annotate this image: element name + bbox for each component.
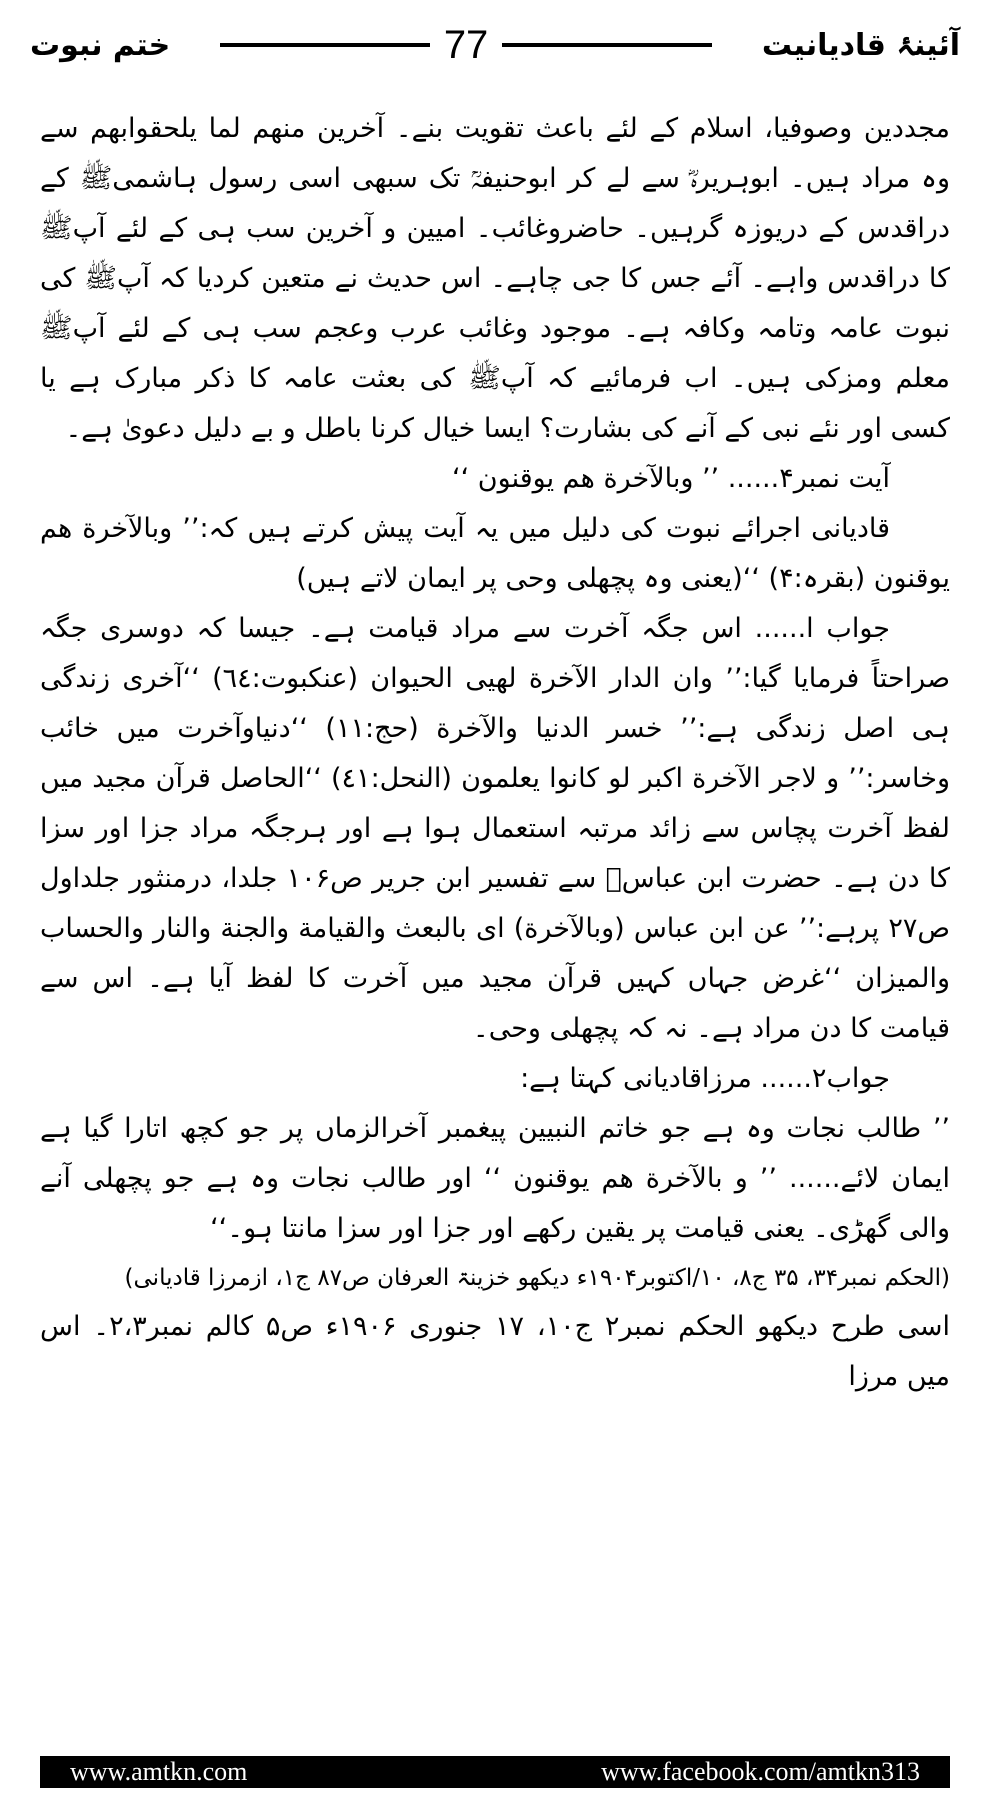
opening-paragraph: مجددین وصوفیا، اسلام کے لئے باعث تقویت بنے۔ آخرین منھم لما یلحقوابھم سے وہ مراد ہیں۔ ابوہریرہؓ سے لے کر ابوحنیفہؒ تک سبھی اسی رسول ہاشمیﷺ کے دراقدس کے دریوزہ گرہیں۔ حاضروغائب۔ امیین و آخرین سب ہی کے لئے آپﷺ کا دراقدس واہے۔ آئے جس کا جی چاہے۔ اس حدیث نے متعین کردیا کہ آپﷺ کی نبوت عامہ وتامہ وکافہ ہے۔ موجود وغائب عرب وعجم سب ہی کے لئے آپﷺ معلم ومزکی ہیں۔ اب فرمائیے کہ آپﷺ کی بعثت عامہ کا ذکر مبارک ہے یا کسی اور نئے نبی کے آنے کی بشارت؟ ایسا خیال کرنا باطل و بے دلیل دعویٰ ہے۔ (40, 113, 950, 444)
page-footer (40, 1756, 950, 1788)
book-title: آئینۂ قادیانیت (761, 27, 960, 63)
reference-citation: (الحکم نمبر۳۴، ۳۵ ج۸، ۱۰/اکتوبر۱۹۰۴ء دیکھو خزینۃ العرفان ص۸۷ ج۱، ازمرزا قادیانی) (124, 1265, 950, 1291)
page-body (40, 104, 950, 1402)
qadiani-claim-paragraph: قادیانی اجرائے نبوت کی دلیل میں یہ آیت پیش کرتے ہیں کہ:’’ وبالآخرة هم يوقنون (بقرہ:۴) ‘‘(یعنی وہ پچھلی وحی پر ایمان لاتے ہیں) (40, 513, 950, 594)
closing-line: اسی طرح دیکھو الحکم نمبر۲ ج۱۰، ۱۷ جنوری ۱۹۰۶ء ص۵ کالم نمبر۲،۳۔ اس میں مرزا (40, 1311, 951, 1392)
page-header (30, 14, 960, 76)
header-rule-left (220, 43, 430, 47)
verse-heading: آیت نمبر۴...... ’’ وبالآخرة هم يوقنون ‘‘ (452, 463, 890, 494)
section-title: ختم نبوت (30, 27, 171, 63)
header-rule-right (502, 43, 712, 47)
mirza-quote-paragraph: ’’ طالب نجات وہ ہے جو خاتم النبیین پیغمبر آخرالزماں پر جو کچھ اتارا گیا ہے ایمان لائے...... ’’ و بالآخرة هم يوقنون ‘‘ اور طالب نجات وہ ہے جو پچھلی آنے والی گھڑی۔ یعنی قیامت پر یقین رکھے اور جزا اور سزا مانتا ہو۔‘‘ (40, 1113, 950, 1244)
page-number: 77 (443, 23, 489, 67)
website-link: www.amtkn.com (70, 1757, 248, 1786)
answer-one-paragraph: جواب ا...... اس جگہ آخرت سے مراد قیامت ہے۔ جیسا کہ دوسری جگہ صراحتاً فرمایا گیا:’’ وان الدار الآخرة لهيى الحيوان (عنكبوت:٦٤) ‘‘آخری زندگی ہی اصل زندگی ہے:’’ خسر الدنيا والآخرة (حج:١١) ‘‘دنیاوآخرت میں خائب وخاسر:’’ و لاجر الآخرة اكبر لو كانوا يعلمون (النحل:٤١) ‘‘الحاصل قرآن مجید میں لفظ آخرت پچاس سے زائد مرتبہ استعمال ہوا ہے اور ہرجگہ مراد جزا اور سزا کا دن ہے۔ حضرت ابن عباسؓ سے تفسیر ابن جریر ص۱۰۶ جلدا، درمنثور جلداول ص۲۷ پرہے:’’ عن ابن عباس (وبالآخرة) اى بالبعث والقيامة والجنة والنار والحساب والميزان ‘‘غرض جہاں کہیں قرآن مجید میں آخرت کا لفظ آیا ہے۔ اس سے قیامت کا دن مراد ہے۔ نہ کہ پچھلی وحی۔ (40, 613, 951, 1044)
page-number-block (190, 25, 742, 65)
facebook-link: www.facebook.com/amtkn313 (601, 1757, 920, 1786)
answer-two-heading: جواب۲...... مرزاقادیانی کہتا ہے: (520, 1063, 890, 1094)
